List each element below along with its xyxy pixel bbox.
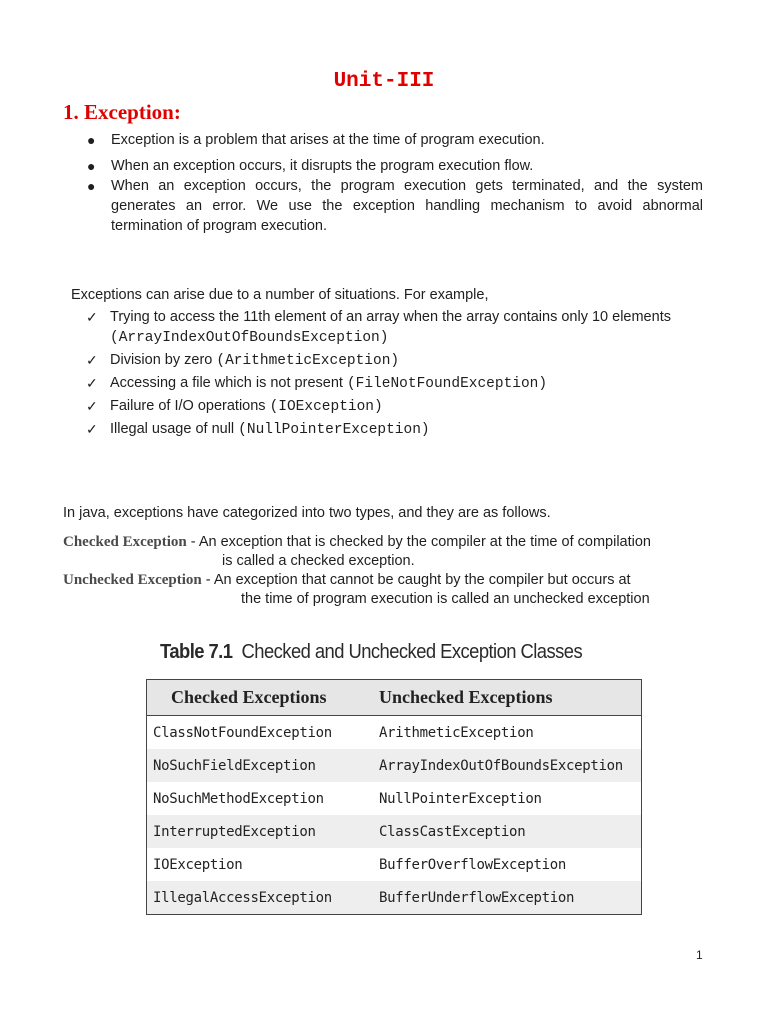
checkmark-icon: ✓ <box>86 398 98 414</box>
table-row <box>147 749 642 782</box>
unchecked-term: Unchecked Exception <box>63 572 202 588</box>
exception-class: (ArithmeticException) <box>216 353 400 369</box>
section-heading: 1. Exception: <box>63 100 181 124</box>
checkmark-icon: ✓ <box>86 421 98 437</box>
table-row <box>147 782 642 815</box>
page-number: 1 <box>696 948 703 962</box>
table-row <box>147 848 642 881</box>
list-item: ✓ Illegal usage of null (NullPointerException) <box>86 421 430 438</box>
table-cell: NoSuchFieldException <box>147 749 374 782</box>
checked-definition: Checked Exception - An exception that is checked by the compiler at the time of compilation <box>63 534 651 550</box>
exception-class: (FileNotFoundException) <box>346 376 548 392</box>
table-number: Table 7.1 <box>160 641 233 663</box>
table-cell: NullPointerException <box>379 790 542 807</box>
situations-intro: Exceptions can arise due to a number of situations. For example, <box>71 287 489 303</box>
table-cell: InterruptedException <box>147 815 374 848</box>
bullet-icon: ● <box>87 132 96 148</box>
list-item: ● When an exception occurs, it disrupts the program execution flow. <box>87 158 534 174</box>
bullet-icon: ● <box>87 178 96 194</box>
unchecked-definition-continued: the time of program execution is called an unchecked exception <box>241 591 650 607</box>
table-caption: Table 7.1 Checked and Unchecked Exception Classes <box>160 641 583 663</box>
list-item: ✓ Division by zero (ArithmeticException) <box>86 352 400 369</box>
table-cell: BufferOverflowException <box>379 856 566 873</box>
unit-title: Unit-III <box>333 70 435 93</box>
table-cell: ArrayIndexOutOfBoundsException <box>373 749 642 782</box>
column-header-unchecked: Unchecked Exceptions <box>373 680 642 716</box>
table-cell: IllegalAccessException <box>147 881 374 915</box>
situations-checklist <box>86 307 706 442</box>
checkmark-icon: ✓ <box>86 309 98 325</box>
exception-class: (NullPointerException) <box>238 422 430 438</box>
list-item: ● When an exception occurs, the program execution gets terminated, and the system generates an error. We use the exception handling mechanism to avoid abnormal termination of program execution. <box>87 178 703 234</box>
exception-class: (ArrayIndexOutOfBoundsException) <box>110 330 389 346</box>
types-intro: In java, exceptions have categorized into two types, and they are as follows. <box>63 505 551 521</box>
table-row <box>147 815 642 848</box>
list-item: ✓ Failure of I/O operations (IOException) <box>86 398 383 415</box>
table-cell: IOException <box>153 856 243 873</box>
checked-term: Checked Exception <box>63 534 187 550</box>
table-cell: NoSuchMethodException <box>153 790 324 807</box>
checkmark-icon: ✓ <box>86 352 98 368</box>
table-cell: ClassNotFoundException <box>153 724 332 741</box>
exception-bullet-list <box>87 130 703 236</box>
table-row <box>147 716 642 750</box>
table-header-row <box>147 680 642 716</box>
column-header-checked: Checked Exceptions <box>147 680 374 716</box>
list-item: ● Exception is a problem that arises at the time of program execution. <box>87 132 545 148</box>
table-cell: ClassCastException <box>373 815 642 848</box>
checkmark-icon: ✓ <box>86 375 98 391</box>
exception-class: (IOException) <box>269 399 383 415</box>
table-cell: BufferUnderflowException <box>373 881 642 915</box>
table-cell: ArithmeticException <box>379 724 534 741</box>
exception-classes-table <box>146 679 642 915</box>
list-item: ✓ Accessing a file which is not present (FileNotFoundException) <box>86 375 548 392</box>
unchecked-definition: Unchecked Exception - An exception that cannot be caught by the compiler but occurs at <box>63 572 631 588</box>
table-row <box>147 881 642 915</box>
list-item: ✓ Trying to access the 11th element of an array when the array contains only 10 elements (ArrayIndexOutOfBoundsException) <box>86 309 671 346</box>
checked-definition-continued: is called a checked exception. <box>222 553 415 569</box>
bullet-icon: ● <box>87 158 96 174</box>
